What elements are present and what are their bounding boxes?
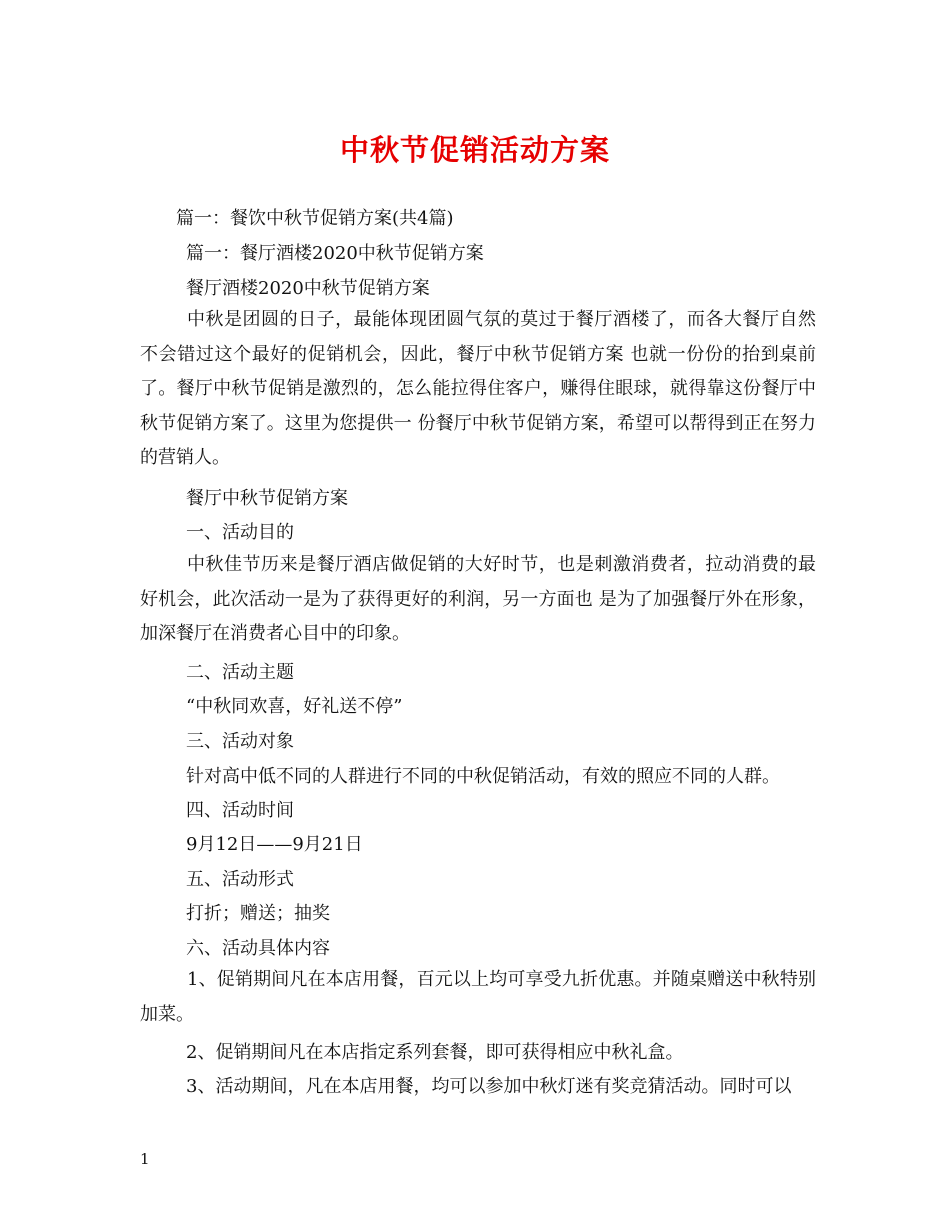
document-title: 中秋节促销活动方案: [339, 133, 610, 167]
heading-time: 四、活动时间: [186, 800, 294, 821]
heading-audience: 三、活动对象: [186, 731, 294, 752]
heading-purpose: 一、活动目的: [186, 522, 294, 543]
section-heading: 篇一：餐饮中秋节促销方案(共4篇): [176, 208, 454, 229]
plan-heading: 餐厅中秋节促销方案: [186, 488, 348, 509]
subsection-heading: 篇一：餐厅酒楼2020中秋节促销方案: [186, 243, 484, 264]
subtitle-line: 餐厅酒楼2020中秋节促销方案: [186, 278, 430, 299]
page-number: 1: [140, 1150, 150, 1168]
theme-text: “中秋同欢喜，好礼送不停”: [186, 696, 403, 717]
content-item-2: 2、促销期间凡在本店指定系列套餐，即可获得相应中秋礼盒。: [186, 1042, 684, 1063]
heading-form: 五、活动形式: [186, 869, 294, 890]
heading-content: 六、活动具体内容: [186, 938, 330, 959]
content-item-1: 1、促销期间凡在本店用餐，百元以上均可享受九折优惠。并随桌赠送中秋特别加菜。: [140, 969, 816, 1025]
time-text: 9月12日——9月21日: [186, 834, 363, 855]
heading-theme: 二、活动主题: [186, 662, 294, 683]
intro-paragraph: 中秋是团圆的日子，最能体现团圆气氛的莫过于餐厅酒楼了，而各大餐厅自然不会错过这个最好的促销机会，因此，餐厅中秋节促销方案 也就一份份的抬到桌前了。餐厅中秋节促销是激烈的，怎么能拉得住客户，赚得住眼球，就得靠这份餐厅中秋节促销方案了。这里为您提供一 份餐厅中秋节促销方案，希望可以帮得到正在努力的营销人。: [140, 309, 816, 469]
content-item-3: 3、活动期间，凡在本店用餐，均可以参加中秋灯迷有奖竞猜活动。同时可以: [186, 1076, 792, 1097]
purpose-paragraph: 中秋佳节历来是餐厅酒店做促销的大好时节，也是刺激消费者，拉动消费的最好机会，此次活动一是为了获得更好的利润，另一方面也 是为了加强餐厅外在形象，加深餐厅在消费者心目中的印象。: [140, 554, 816, 645]
form-text: 打折；赠送；抽奖: [186, 903, 330, 924]
audience-text: 针对高中低不同的人群进行不同的中秋促销活动，有效的照应不同的人群。: [186, 766, 780, 787]
